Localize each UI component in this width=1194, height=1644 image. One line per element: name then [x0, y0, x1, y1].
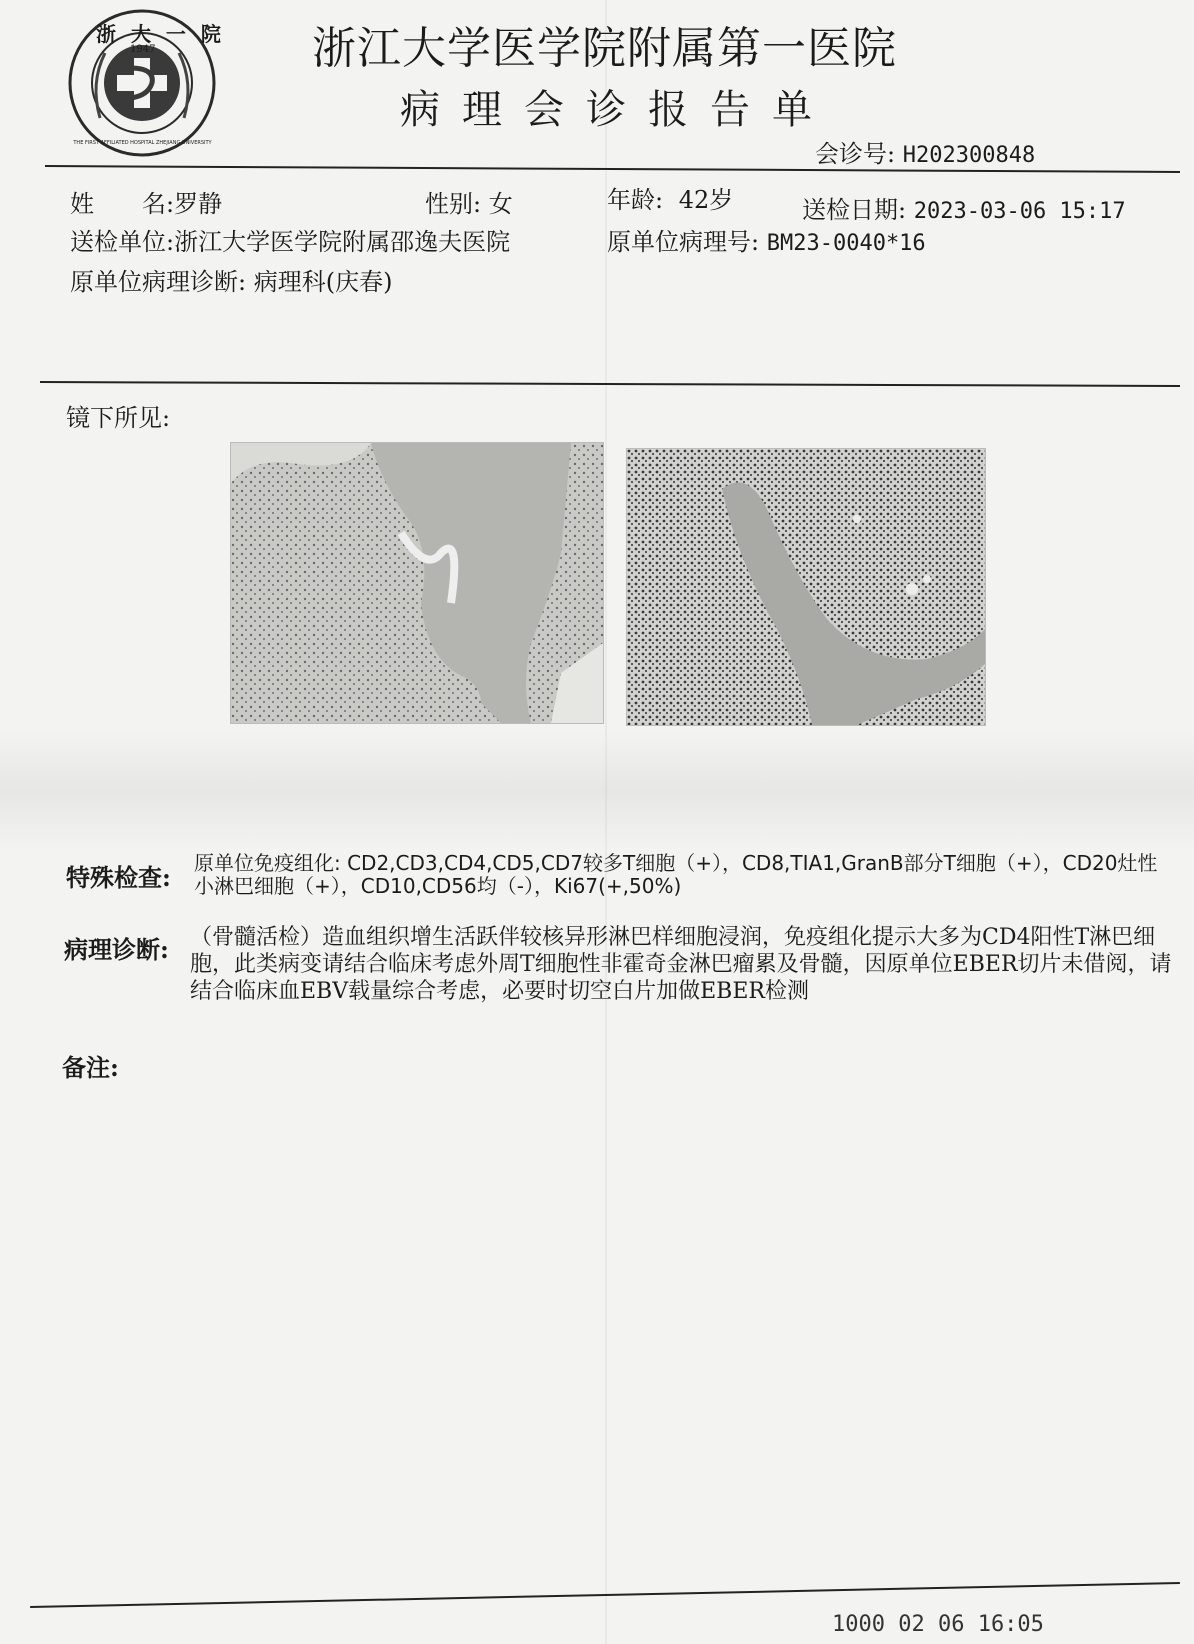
- patient-name: [70, 184, 222, 219]
- consult-number: [815, 134, 1035, 169]
- orig-diagnosis: [70, 262, 392, 297]
- unit-label: 送检单位:: [70, 228, 175, 256]
- hospital-name: 浙江大学医学院附属第一医院: [312, 23, 897, 74]
- consult-value: H202300848: [902, 143, 1036, 168]
- remarks-label: 备注:: [62, 1053, 119, 1082]
- patient-age: [607, 180, 733, 215]
- patient-sex: [425, 184, 513, 219]
- microscopy-label: 镜下所见:: [66, 404, 171, 432]
- micrograph-right: [626, 448, 986, 726]
- submit-unit: [70, 222, 510, 257]
- diagnosis-text: （骨髓活检）造血组织增生活跃伴较核异形淋巴样细胞浸润，免疫组化提示大多为CD4阳性T淋巴细胞，此类病变请结合临床考虑外周T细胞性非霍奇金淋巴瘤累及骨髓，因原单位EBER切片未借阅，请结合临床血EBV载量综合考虑，必要时切空白片加做EBER检测: [190, 925, 1172, 1004]
- footer-timestamp: 1000 02 06 16:05: [832, 1612, 1044, 1637]
- orig-dx-label: 原单位病理诊断:: [70, 268, 247, 296]
- name-value: 罗静: [174, 190, 223, 218]
- date-label: 送检日期:: [802, 196, 907, 224]
- orig-no-label: 原单位病理号:: [607, 228, 760, 256]
- micrograph-left: [230, 442, 604, 724]
- submit-date: [802, 190, 1126, 225]
- diagnosis-label: 病理诊断:: [64, 935, 169, 964]
- hospital-logo: [60, 8, 225, 158]
- orig-no-value: BM23-0040*16: [766, 231, 926, 256]
- orig-pathology-no: [607, 222, 926, 257]
- info-rule: [40, 381, 1180, 387]
- special-label: 特殊检查:: [66, 863, 171, 892]
- logo-text: 浙 大 一 院: [96, 22, 225, 46]
- sex-value: 女: [488, 190, 513, 218]
- name-label: 姓 名:: [70, 190, 175, 218]
- age-label: 年龄:: [607, 186, 664, 214]
- age-value: 42岁: [678, 186, 734, 214]
- date-value: 2023-03-06 15:17: [913, 199, 1126, 224]
- logo-ring-text: THE FIRST AFFILIATED HOSPITAL ZHEJIANG UNIVERSITY: [73, 140, 212, 146]
- logo-year: 1947: [130, 44, 156, 55]
- report-title: 病理会诊报告单: [400, 87, 834, 133]
- unit-value: 浙江大学医学院附属邵逸夫医院: [174, 228, 511, 256]
- consult-label: 会诊号:: [815, 140, 896, 168]
- sex-label: 性别:: [425, 190, 482, 218]
- special-text: 原单位免疫组化: CD2,CD3,CD4,CD5,CD7较多T细胞（+），CD8,TIA1,GranB部分T细胞（+），CD20灶性小淋巴细胞（+），CD10,CD56均（-），Ki67(+,50%): [194, 851, 1158, 898]
- orig-dx-value: 病理科(庆春): [253, 268, 393, 296]
- paper-shadow: [0, 730, 1194, 850]
